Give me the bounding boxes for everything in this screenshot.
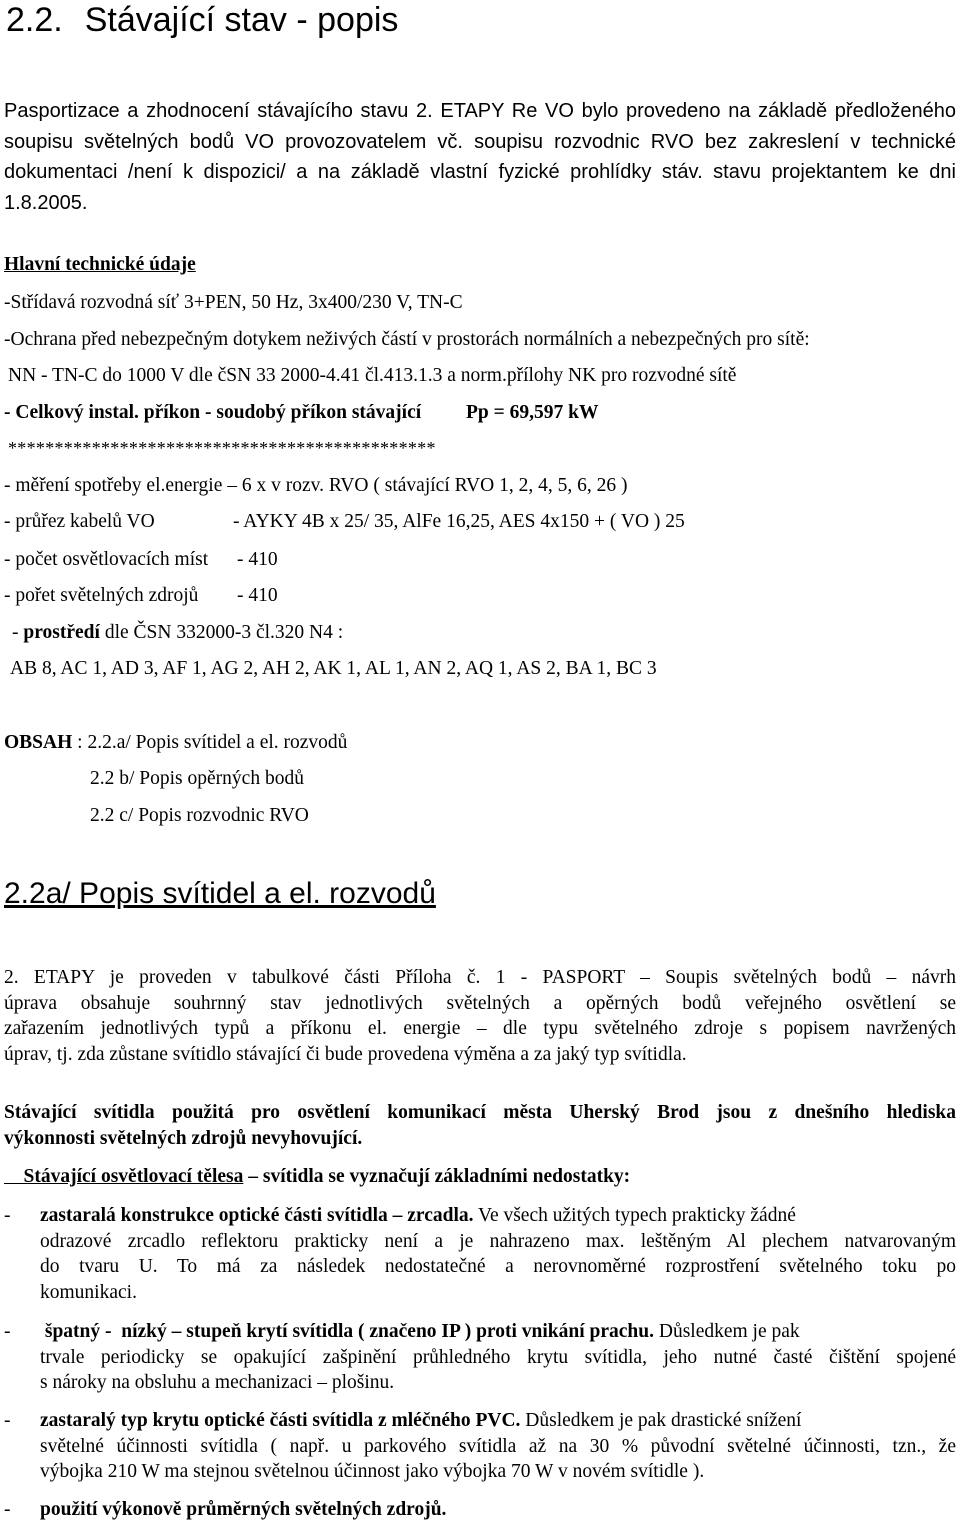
tech-protection: -Ochrana před nebezpečným dotykem neživých částí v prostorách normálních a nebezpečných pro sítě: bbox=[4, 329, 810, 350]
tech-cable-label: - průřez kabelů VO bbox=[4, 511, 155, 532]
dash-marker: - bbox=[4, 1499, 11, 1520]
tech-heading: Hlavní technické údaje bbox=[4, 254, 196, 275]
tech-lights-value: - 410 bbox=[237, 549, 278, 570]
intro-line: dokumentaci /není k dispozici/ a na základě vlastní fyzické prohlídky stáv. stavu projektantem ke dni bbox=[4, 161, 956, 183]
dash-marker: - bbox=[4, 1321, 11, 1342]
tech-sources-label: - pořet světelných zdrojů bbox=[4, 585, 199, 606]
para-line: zařazením jednotlivých typů a příkonu el. energie – dle typu světelného zdroje s popisem navržených bbox=[4, 1018, 956, 1039]
tech-lights-label: - počet osvětlovacích míst bbox=[4, 549, 209, 570]
intro-line: Pasportizace a zhodnocení stávajícího stavu 2. ETAPY Re VO bylo provedeno na základě předloženého bbox=[4, 100, 956, 122]
tech-nn: NN - TN-C do 1000 V dle čSN 33 2000-4.41 čl.413.1.3 a norm.přílohy NK pro rozvodné sítě bbox=[8, 365, 737, 386]
metering-prefix: - měření spotřeby el.energie – 6 x v rozv. bbox=[4, 475, 325, 496]
section-2a-title: 2.2a/ Popis svítidel a el. rozvodů bbox=[4, 877, 436, 910]
deficit-bold: zastaralý typ krytu optické části svítidla z mléčného PVC. bbox=[40, 1410, 521, 1431]
tech-cable-value: - AYKY 4B x 25/ 35, AlFe 16,25, AES 4x150 + ( VO ) 25 bbox=[233, 511, 685, 532]
section-number: 2.2. bbox=[6, 1, 63, 39]
deficit-line: trvale periodicky se opakující zašpinění průhledného krytu svítidla, jeho nutné časté čištění spojené bbox=[40, 1346, 956, 1368]
deficits-rest: – svítidla se vyznačují základními nedostatky: bbox=[243, 1166, 631, 1187]
intro-paragraph bbox=[4, 96, 956, 218]
tech-network: -Střídavá rozvodná síť 3+PEN, 50 Hz, 3x400/230 V, TN-C bbox=[4, 292, 463, 313]
deficit-rest: Důsledkem je pak drastické snížení bbox=[520, 1410, 802, 1431]
env-rest: dle ČSN 332000-3 čl.320 N4 : bbox=[99, 622, 344, 643]
contents-header bbox=[4, 731, 347, 755]
deficit-bold: zastaralá konstrukce optické části svítidla – zrcadla. bbox=[40, 1205, 474, 1226]
metering-rest: RVO ( stávající RVO 1, 2, 4, 5, 6, 26 ) bbox=[324, 475, 628, 496]
deficit-line: komunikaci. bbox=[40, 1281, 137, 1303]
tech-environment bbox=[12, 621, 343, 645]
bold-line: Stávající svítidla použitá pro osvětlení komunikací města Uherský Brod jsou z dnešního hlediska bbox=[4, 1102, 956, 1123]
deficit-bold: použití výkonově průměrných světelných zdrojů. bbox=[40, 1499, 447, 1520]
deficits-heading bbox=[4, 1165, 630, 1189]
para-line: úprav, tj. zda zůstane svítidlo stávající či bude provedena výměna a za jaký typ svítidla. bbox=[4, 1043, 687, 1065]
intro-line: 1.8.2005. bbox=[4, 191, 88, 214]
dash-marker: - bbox=[4, 1205, 11, 1226]
contents-item: 2.2.a/ Popis svítidel a el. rozvodů bbox=[87, 732, 348, 753]
deficit-line: odrazové zrcadlo reflektoru prakticky není a je nahrazeno max. leštěným Al plechem natvarovaným bbox=[40, 1230, 956, 1252]
env-prefix: - bbox=[12, 622, 24, 643]
deficit-rest: Důsledkem je pak bbox=[653, 1321, 800, 1342]
para-line: úprava obsahuje souhrnný stav jednotlivých světelných a opěrných bodů veřejného osvětlení se bbox=[4, 992, 956, 1014]
tech-metering bbox=[4, 474, 627, 498]
contents-item: 2.2 b/ Popis opěrných bodů bbox=[90, 768, 304, 789]
dash-marker: - bbox=[4, 1410, 11, 1431]
deficit-rest: Ve všech užitých typech prakticky žádné bbox=[473, 1205, 796, 1226]
env-bold: prostředí bbox=[23, 622, 100, 643]
bold-line: výkonnosti světelných zdrojů nevyhovující. bbox=[4, 1127, 363, 1149]
tech-env-classes: AB 8, AC 1, AD 3, AF 1, AG 2, AH 2, AK 1, AL 1, AN 2, AQ 1, AS 2, BA 1, BC 3 bbox=[10, 658, 657, 679]
deficits-underlined: Stávající osvětlovací tělesa bbox=[4, 1166, 244, 1187]
deficit-first-line bbox=[40, 1203, 956, 1229]
tech-power-label: - Celkový instal. příkon - soudobý příkon stávající bbox=[4, 402, 422, 423]
deficit-first-line bbox=[40, 1408, 956, 1434]
tech-sources-value: - 410 bbox=[237, 585, 278, 606]
section-2a-paragraph bbox=[4, 965, 956, 1067]
para-line: 2. ETAPY je proveden v tabulkové části Příloha č. 1 - PASPORT – Soupis světelných bodů – návrh bbox=[4, 967, 956, 988]
deficit-first-line bbox=[40, 1319, 956, 1345]
tech-power-value: Pp = 69,597 kW bbox=[466, 402, 599, 423]
intro-line: soupisu světelných bodů VO provozovatelem vč. soupisu rozvodnic RVO bez zakreslení v technické bbox=[4, 130, 956, 153]
section-2a-bold-statement bbox=[4, 1100, 956, 1151]
deficit-line: světelné účinnosti svítidla ( např. u parkového svítidla až na 30 % původní světelné účinnosti, tzn., že bbox=[40, 1435, 956, 1457]
contents-label: OBSAH bbox=[4, 732, 73, 753]
contents-item: 2.2 c/ Popis rozvodnic RVO bbox=[90, 805, 309, 826]
section-title: Stávající stav - popis bbox=[84, 1, 399, 39]
deficit-line: s nároky na obsluhu a mechanizaci – plošinu. bbox=[40, 1372, 395, 1393]
deficit-bold: špatný - nízký – stupeň krytí svítidla ( značeno IP ) proti vnikání prachu. bbox=[40, 1321, 654, 1342]
deficit-line: do tvaru U. To má za následek nedostatečné a nerovnoměrné rozprostření světelného toku po bbox=[40, 1256, 956, 1277]
section-heading bbox=[6, 0, 398, 40]
contents-sep: : bbox=[72, 732, 88, 753]
deficit-line: výbojka 210 W ma stejnou světelnou účinnost jako výbojka 70 W v novém svítidle ). bbox=[40, 1461, 705, 1482]
tech-stars: ********************************************** bbox=[8, 438, 436, 458]
deficit-first-line bbox=[40, 1497, 956, 1523]
